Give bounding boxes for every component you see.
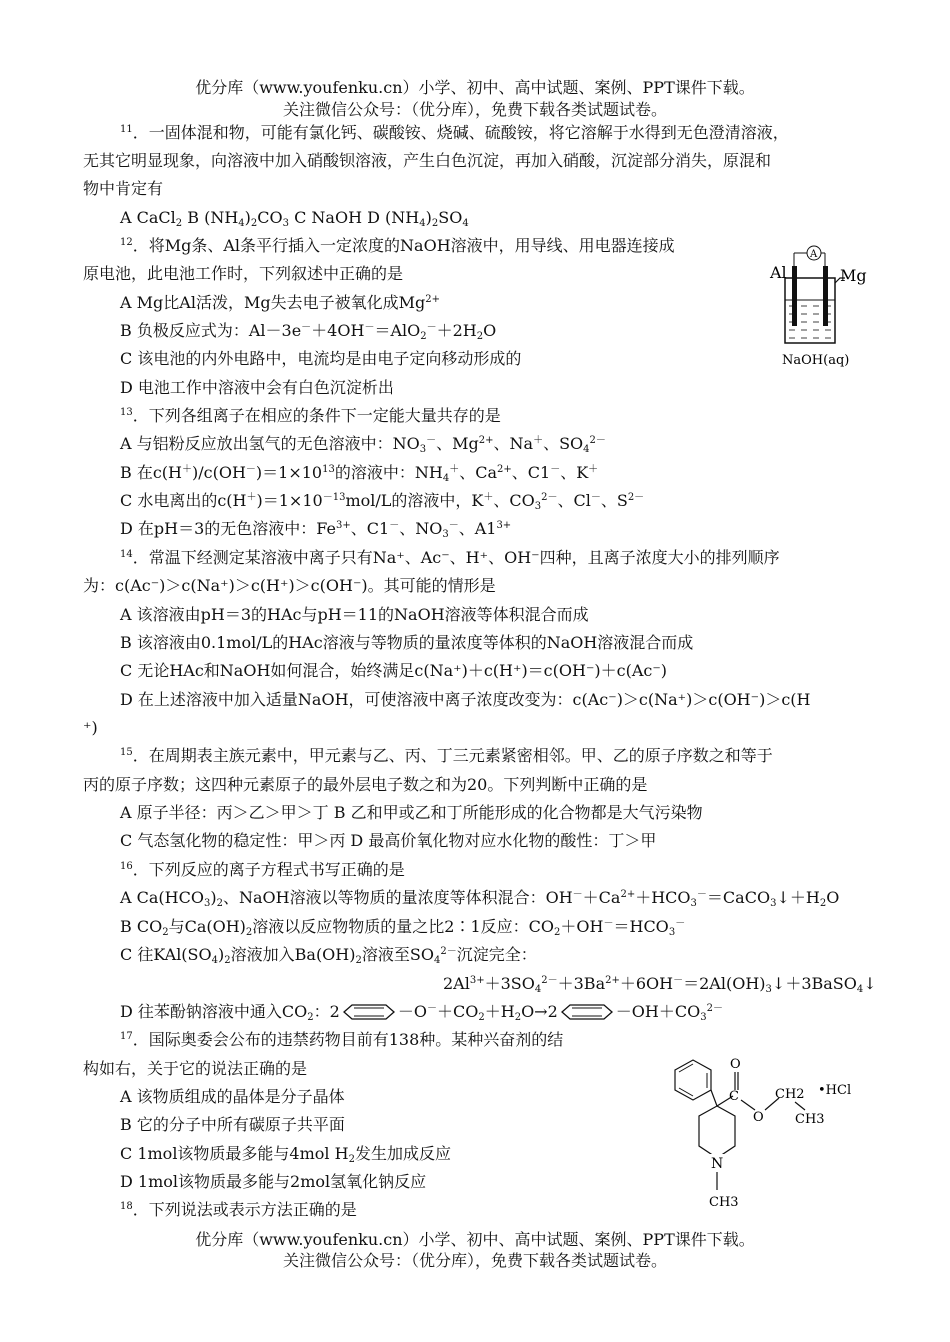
stimulant-structure-figure <box>655 1050 865 1215</box>
q17-option-b: B 它的分子中所有碳原子共平面 <box>120 1115 345 1134</box>
mg-label: Mg <box>840 266 867 285</box>
q13-option-c: C 水电离出的$c(H^+)=1\times 10^{-13}mol/L$的溶液中，K＋、$CO_3^{2-}$、Cl－、$S^{2-}$ <box>120 491 645 512</box>
q16-option-c-equation: $2Al^{3+}+3SO_4^{2-}+3Ba^{2+}+6OH^-=2Al(OH)_3↓+3BaSO_4↓$ <box>443 974 877 995</box>
q11-options: A CaCl$_2$ B $(NH_4)_2CO_3$ C NaOH D $(NH_4)_2SO_4$ <box>120 208 469 229</box>
q12-option-a: A Mg比Al活泼，Mg失去电子被氧化成$Mg^{2+}$ <box>120 293 440 312</box>
q15-options-ab: A 原子半径：丙＞乙＞甲＞丁 B 乙和甲或乙和丁所能形成的化合物都是大气污染物 <box>120 803 703 822</box>
q13-option-d: D 在pH＝3的无色溶液中：$Fe^{3+}$、C1－、$NO_3^-$、$A1^{3+}$ <box>120 519 512 540</box>
q14-option-d-cont: ⁺) <box>83 718 98 737</box>
q12-option-b: B 负极反应式为：$Al-3e^-+4OH^-=AlO_2^-+2H_2O$ <box>120 321 497 342</box>
carbonyl-o-label: O <box>730 1057 741 1072</box>
q14-option-d: D 在上述溶液中加入适量NaOH，可使溶液中离子浓度改变为：c(Ac⁻)＞c(Na⁺)＞c(OH⁻)＞c(H <box>120 690 811 709</box>
q15-options-cd: C 气态氢化物的稳定性：甲＞丙 D 最高价氧化物对应水化物的酸性：丁＞甲 <box>120 831 657 850</box>
q11-line-1: $^{11}$．一固体混和物，可能有氯化钙、碳酸铵、烧碱、硫酸铵，将它溶解于水得到无色澄清溶液， <box>120 123 789 142</box>
q17-option-d: D 1mol该物质最多能与2mol氢氧化钠反应 <box>120 1172 427 1191</box>
q12-option-c: C 该电池的内外电路中，电流均是由电子定向移动形成的 <box>120 349 522 368</box>
n-methyl-label: CH3 <box>709 1195 739 1210</box>
q14-option-b: B 该溶液由0.1mol/L的HAc溶液与等物质的量浓度等体积的NaOH溶液混合而成 <box>120 633 694 652</box>
q16-option-b: B $CO_2$与$Ca(OH)_2$溶液以反应物物质的量之比2∶1反应：$CO_2+OH^-=HCO_3^-$ <box>120 917 686 938</box>
q13-option-b: B 在$c(H^+)/c(OH^-)=1\times 10^{13}$的溶液中：$NH_4^+$、$Ca^{2+}$、C1－、K＋ <box>120 463 599 484</box>
ester-o-label: O <box>753 1110 764 1125</box>
q12-line-2: 原电池，此电池工作时，下列叙述中正确的是 <box>83 264 404 283</box>
q12-option-d: D 电池工作中溶液中会有白色沉淀析出 <box>120 378 394 397</box>
al-electrode <box>792 266 797 326</box>
q16-option-a: A $Ca(HCO_3)_2$、NaOH溶液以等物质的量浓度等体积混合：$OH^-+Ca^{2+}+HCO_3^-=CaCO_3↓+H_2O$ <box>120 888 840 909</box>
ammeter-label: A <box>810 249 818 260</box>
q14-option-c: C 无论HAc和NaOH如何混合，始终满足c(Na⁺)＋c(H⁺)＝c(OH⁻)＋c(Ac⁻) <box>120 661 668 680</box>
q16-stem: $^{16}$．下列反应的离子方程式书写正确的是 <box>120 860 405 879</box>
q13-option-a: A 与铝粉反应放出氢气的无色溶液中：$NO_3^-$、$Mg^{2+}$、Na＋、$SO_4^{2-}$ <box>120 434 606 455</box>
naoh-label: NaOH(aq) <box>782 353 850 368</box>
footer-line-1: 优分库（www.youfenku.cn）小学、初中、高中试题、案例、PPT课件下载。 <box>195 1230 755 1249</box>
al-label: Al <box>770 263 787 282</box>
n-label: N <box>711 1156 724 1172</box>
q14-option-a: A 该溶液由pH＝3的HAc与pH＝11的NaOH溶液等体积混合而成 <box>120 605 589 624</box>
q14-line-2: 为：c(Ac⁻)＞c(Na⁺)＞c(H⁺)＞c(OH⁻)。其可能的情形是 <box>83 576 496 595</box>
q18-stem: $^{18}$．下列说法或表示方法正确的是 <box>120 1200 357 1219</box>
q12-line-1: $^{12}$．将Mg条、Al条平行插入一定浓度的NaOH溶液中，用导线、用电器连接成 <box>120 236 675 255</box>
carbonyl-c-label: C <box>729 1089 739 1104</box>
q17-line-2: 构如右，关于它的说法正确的是 <box>83 1059 308 1078</box>
footer-line-2: 关注微信公众号：（优分库），免费下载各类试题试卷。 <box>282 1251 667 1270</box>
header-line-2: 关注微信公众号：（优分库），免费下载各类试题试卷。 <box>282 100 667 119</box>
q11-line-3: 物中肯定有 <box>83 179 164 198</box>
q16-option-d: D 往苯酚钠溶液中通入$CO_2$：$2 -O^-+CO_2+H_2O\to 2 -OH+CO_3^{2-}$ <box>120 1002 723 1023</box>
ch2-label: CH2 <box>775 1087 805 1102</box>
q17-line-1: $^{17}$．国际奥委会公布的违禁药物目前有138种。某种兴奋剂的结 <box>120 1030 564 1049</box>
phenyl-ring-icon <box>675 1060 711 1100</box>
q17-option-a: A 该物质组成的晶体是分子晶体 <box>120 1087 345 1106</box>
ch3-label: CH3 <box>795 1112 825 1127</box>
q11-line-2: 无其它明显现象，向溶液中加入硝酸钡溶液，产生白色沉淀，再加入硝酸，沉淀部分消失，原混和 <box>83 151 772 170</box>
benzene-ring-icon <box>558 1003 616 1021</box>
q16-option-c: C 往$KAl(SO_4)_2$溶液加入$Ba(OH)_2$溶液至$SO_4^{2-}$沉淀完全： <box>120 945 537 966</box>
q15-line-1: $^{15}$．在周期表主族元素中，甲元素与乙、丙、丁三元素紧密相邻。甲、乙的原子序数之和等于 <box>120 746 773 765</box>
mg-electrode <box>823 266 828 326</box>
q15-line-2: 丙的原子序数；这四种元素原子的最外层电子数之和为20。下列判断中正确的是 <box>83 775 648 794</box>
hcl-label: •HCl <box>818 1083 852 1098</box>
header-line-1: 优分库（www.youfenku.cn）小学、初中、高中试题、案例、PPT课件下载。 <box>195 78 755 97</box>
q14-line-1: $^{14}$．常温下经测定某溶液中离子只有Na⁺、Ac⁻、H⁺、OH⁻四种，且离子浓度大小的排列顺序 <box>120 548 780 567</box>
benzene-ring-icon <box>340 1003 398 1021</box>
q13-stem: $^{13}$．下列各组离子在相应的条件下一定能大量共存的是 <box>120 406 501 425</box>
piperidine-ring-icon <box>699 1106 735 1158</box>
galvanic-cell-figure <box>765 238 875 373</box>
q17-option-c: C 1mol该物质最多能与4mol $H_2$发生加成反应 <box>120 1144 451 1165</box>
